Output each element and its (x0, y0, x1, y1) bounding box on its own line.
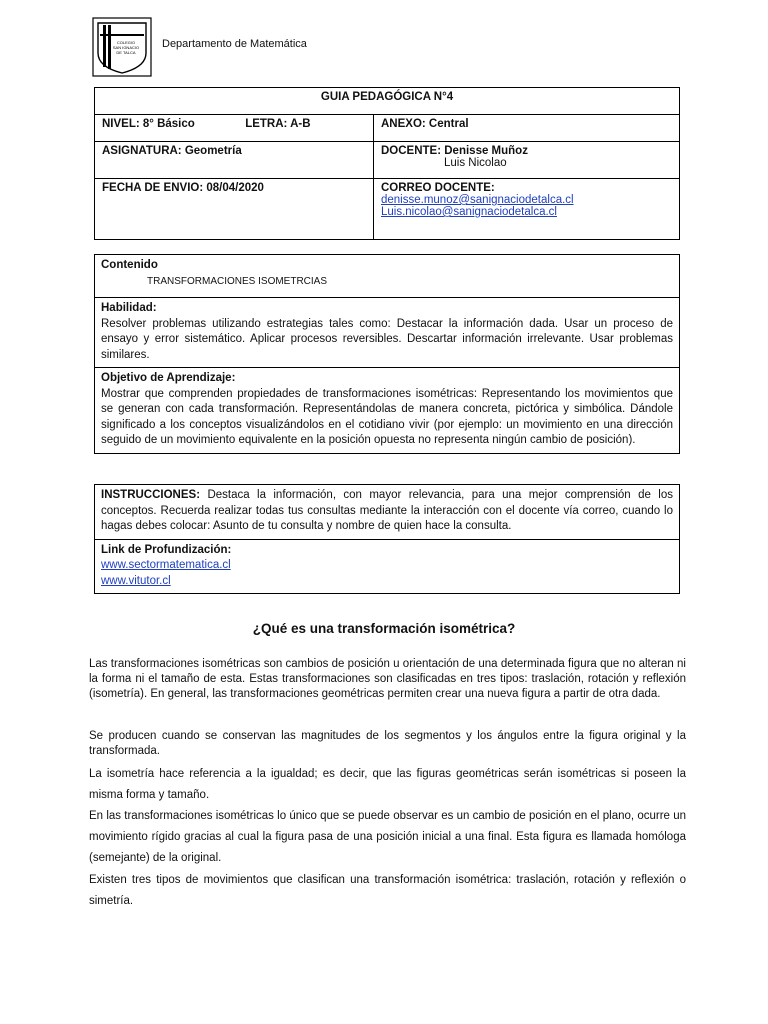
section-question: ¿Qué es una transformación isométrica? (252, 621, 516, 636)
objetivo-text: Mostrar que comprenden propiedades de transformaciones isométricas: Representando los movimientos que se generan con cada transformación. Representándolas de manera concreta, pictórica y simbólica. Dándole significado a los conceptos visualizándolos en el cotidiano vivir (por ejemplo: un movimiento en una dirección seguido de un movimiento equivalente en la posición opuesta no representa ningún cambio de posición). (101, 387, 673, 446)
logo-text-2: SAN IGNACIO (112, 45, 140, 50)
anexo: ANEXO: Central (374, 115, 680, 142)
paragraph-2: Se producen cuando se conservan las magnitudes de los segmentos y los ángulos entre la figura original y la transformada. (89, 730, 686, 757)
instructions-label: INSTRUCCIONES: (101, 489, 201, 501)
link-sectormatematica[interactable]: www.sectormatematica.cl (101, 559, 231, 571)
docente-1: DOCENTE: Denisse Muñoz (381, 145, 528, 157)
docente-cell (374, 142, 680, 179)
instructions-box (94, 484, 680, 594)
email-link-2[interactable]: Luis.nicolao@sanignaciodetalca.cl (381, 206, 557, 218)
email-link-1[interactable]: denisse.munoz@sanignaciodetalca.cl (381, 194, 574, 206)
logo-text-3: DE TALCA (116, 50, 136, 55)
contenido-label: Contenido (101, 259, 158, 271)
paragraph-5: Existen tres tipos de movimientos que clasifican una transformación isométrica: traslación, rotación y reflexión o simetría. (89, 874, 686, 907)
guide-info-table (94, 87, 680, 240)
objetivo-section (95, 368, 679, 453)
guide-title: GUIA PEDAGÓGICA N°4 (95, 88, 680, 115)
correo-cell (374, 179, 680, 240)
paragraph-4: En las transformaciones isométricas lo único que se puede observar es un cambio de posición en el plano, ocurre un movimiento rígido gracias al cual la figura pasa de una posición inicial a una final. Esta figura es llamada homóloga (semejante) de la original. (89, 810, 686, 864)
docente-2: Luis Nicolao (444, 157, 507, 169)
habilidad-section (95, 298, 679, 368)
paragraph-3: La isometría hace referencia a la igualdad; es decir, que las figuras geométricas serán isométricas si poseen la misma forma y tamaño. (89, 768, 686, 801)
links-label: Link de Profundización: (101, 543, 232, 556)
contenido-value: TRANSFORMACIONES ISOMETRCIAS (147, 275, 328, 287)
contenido-section (95, 255, 679, 298)
nivel-letra-cell (95, 115, 374, 142)
correo-label: CORREO DOCENTE: (381, 182, 495, 194)
school-logo (92, 17, 152, 77)
paragraph-1: Las transformaciones isométricas son cambios de posición u orientación de una determinada figura que no alteran ni la forma ni el tamaño de esta. Estas transformaciones son clasificadas en tres tipos: traslación, rotación y reflexión (isometría). En general, las transformaciones geométricas permiten crear una nueva figura a partir de otra dada. (89, 658, 686, 700)
content-box (94, 254, 680, 454)
nivel: NIVEL: 8° Básico (102, 118, 195, 130)
links-section (95, 540, 679, 594)
link-vitutor[interactable]: www.vitutor.cl (101, 574, 171, 587)
objetivo-label: Objetivo de Aprendizaje: (101, 372, 236, 384)
department-name: Departamento de Matemática (162, 38, 307, 50)
letra: LETRA: A-B (245, 118, 311, 130)
habilidad-text: Resolver problemas utilizando estrategias tales como: Destacar la información dada. Usar un proceso de ensayo y error sistemático. Aplicar procesos reversibles. Descartar información irrelevante. Usar problemas similares. (101, 317, 673, 361)
habilidad-label: Habilidad: (101, 302, 157, 314)
instructions-section (95, 485, 679, 540)
asignatura: ASIGNATURA: Geometría (95, 142, 374, 179)
fecha-envio: FECHA DE ENVIO: 08/04/2020 (95, 179, 374, 240)
logo-text-1: COLEGIO (116, 40, 136, 45)
instructions-text: Destaca la información, con mayor relevancia, para una mejor comprensión de los conceptos. Recuerda realizar todas tus consultas mediante la interacción con el docente vía correo, cuando lo hagas debes colocar: Asunto de tu consulta y nombre de quien hace la consulta. (101, 489, 673, 532)
